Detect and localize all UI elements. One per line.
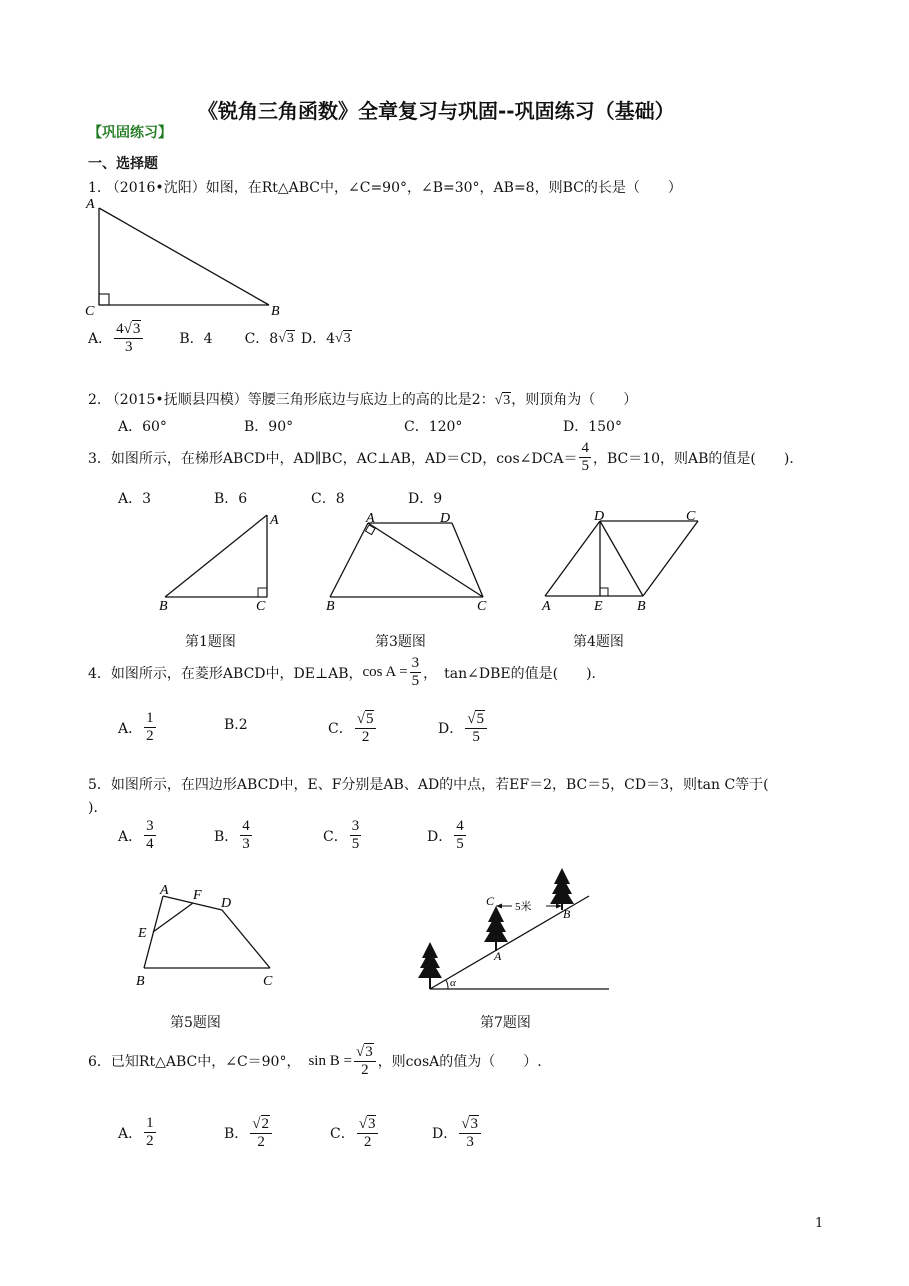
section-heading: 一、选择题 xyxy=(88,156,158,172)
option-6b: B． $\frac{√2}{2}$ xyxy=(224,1115,274,1152)
label-B: B xyxy=(271,304,280,319)
svg-text:5米: 5米 xyxy=(515,901,532,913)
caption-fig1: 第1题图 xyxy=(185,634,236,650)
figure-4 xyxy=(538,507,713,615)
svg-text:B: B xyxy=(563,907,571,921)
option-1b: B．4 xyxy=(179,331,213,348)
svg-text:D: D xyxy=(440,511,451,526)
option-4b: B.2 xyxy=(224,717,248,733)
question-6-text: 6．已知Rt△ABC中，∠C＝90°， sin B = $\frac{√3}{2}$ ，则cosA的值为（ ）. xyxy=(88,1044,542,1079)
label-A: A xyxy=(86,197,95,212)
question-2-text: 2. （2015•抚顺县四模）等腰三角形底边与底边上的高的比是2：√3，则顶角为（ ） xyxy=(88,392,638,408)
svg-text:A: A xyxy=(160,883,169,898)
option-3b: B．6 xyxy=(214,491,248,507)
caption-fig4: 第4题图 xyxy=(573,634,624,650)
option-5c: C． $\frac{3}{5}$ xyxy=(323,818,360,853)
svg-text:A: A xyxy=(366,511,375,526)
svg-text:B: B xyxy=(326,599,335,614)
option-4c: C． $\frac{√5}{2}$ xyxy=(328,710,378,747)
svg-text:C: C xyxy=(686,509,696,524)
svg-text:C: C xyxy=(263,974,273,989)
option-2c: C．120° xyxy=(404,419,463,435)
section-tag: 【巩固练习】 xyxy=(88,125,172,141)
option-2b: B．90° xyxy=(244,419,294,435)
svg-text:C: C xyxy=(477,599,487,614)
svg-text:B: B xyxy=(136,974,145,989)
figure-1b xyxy=(155,508,285,618)
svg-text:C: C xyxy=(256,599,266,614)
svg-text:A: A xyxy=(270,513,279,528)
option-2a: A．60° xyxy=(118,419,167,435)
figure-5 xyxy=(130,880,285,990)
option-5a: A． $\frac{3}{4}$ xyxy=(118,818,154,853)
svg-text:A: A xyxy=(494,949,502,963)
option-3a: A．3 xyxy=(118,491,152,507)
svg-text:B: B xyxy=(159,599,168,614)
figure-3 xyxy=(320,510,495,618)
option-2d: D．150° xyxy=(563,419,622,435)
question-5-text: 5．如图所示，在四边形ABCD中，E、F分别是AB、AD的中点，若EF＝2，BC＝5，CD＝3，则tan C等于( xyxy=(88,777,769,793)
option-4d: D． $\frac{√5}{5}$ xyxy=(438,710,489,747)
option-6c: C． $\frac{√3}{2}$ xyxy=(330,1115,380,1152)
tree-icon xyxy=(550,868,574,910)
question-4-text: 4．如图所示，在菱形ABCD中，DE⊥AB， cos A = $\frac{3}{5}$ ， tan∠DBE的值是( )． xyxy=(88,655,606,690)
label-C: C xyxy=(85,304,95,319)
question-1-options xyxy=(88,320,352,357)
svg-text:D: D xyxy=(594,509,605,524)
svg-text:A: A xyxy=(542,599,551,614)
svg-text:C: C xyxy=(486,894,495,908)
svg-text:α: α xyxy=(450,977,456,989)
option-3d: D．9 xyxy=(408,491,443,507)
option-1c: C．8 √3 xyxy=(244,330,294,348)
svg-text:D: D xyxy=(221,896,232,911)
svg-text:F: F xyxy=(193,888,202,903)
tree-icon xyxy=(418,942,442,989)
option-6a: A． $\frac{1}{2}$ xyxy=(118,1115,154,1150)
option-4a: A． $\frac{1}{2}$ xyxy=(118,710,154,745)
caption-fig3: 第3题图 xyxy=(375,634,426,650)
svg-text:B: B xyxy=(637,599,646,614)
page-title: 《锐角三角函数》全章复习与巩固--巩固练习（基础） xyxy=(198,99,675,123)
option-1d: D．4 √3 xyxy=(300,330,351,348)
figure-7 xyxy=(412,862,617,997)
svg-text:E: E xyxy=(138,926,147,941)
option-1a: A． $\frac{4√3}{3}$ xyxy=(88,320,145,357)
caption-fig5: 第5题图 xyxy=(170,1015,221,1031)
question-1-text: 1. （2016•沈阳）如图，在Rt△ABC中，∠C=90°，∠B=30°，AB=8，则BC的长是（ ） xyxy=(88,180,682,196)
figure-1 xyxy=(80,193,295,323)
option-5b: B． $\frac{4}{3}$ xyxy=(214,818,250,853)
caption-fig7: 第7题图 xyxy=(480,1015,531,1031)
option-3c: C．8 xyxy=(311,491,345,507)
page-number: 1 xyxy=(815,1216,824,1231)
svg-text:E: E xyxy=(594,599,603,614)
option-5d: D． $\frac{4}{5}$ xyxy=(427,818,464,853)
tree-icon xyxy=(484,906,508,951)
question-5-text-cont: )． xyxy=(88,800,108,816)
question-3-text: 3．如图所示，在梯形ABCD中，AD∥BC，AC⊥AB，AD＝CD，cos∠DCA＝ $\frac{4}{5}$ ，BC＝10，则AB的值是( )． xyxy=(88,440,804,475)
option-6d: D． $\frac{√3}{3}$ xyxy=(432,1115,483,1152)
